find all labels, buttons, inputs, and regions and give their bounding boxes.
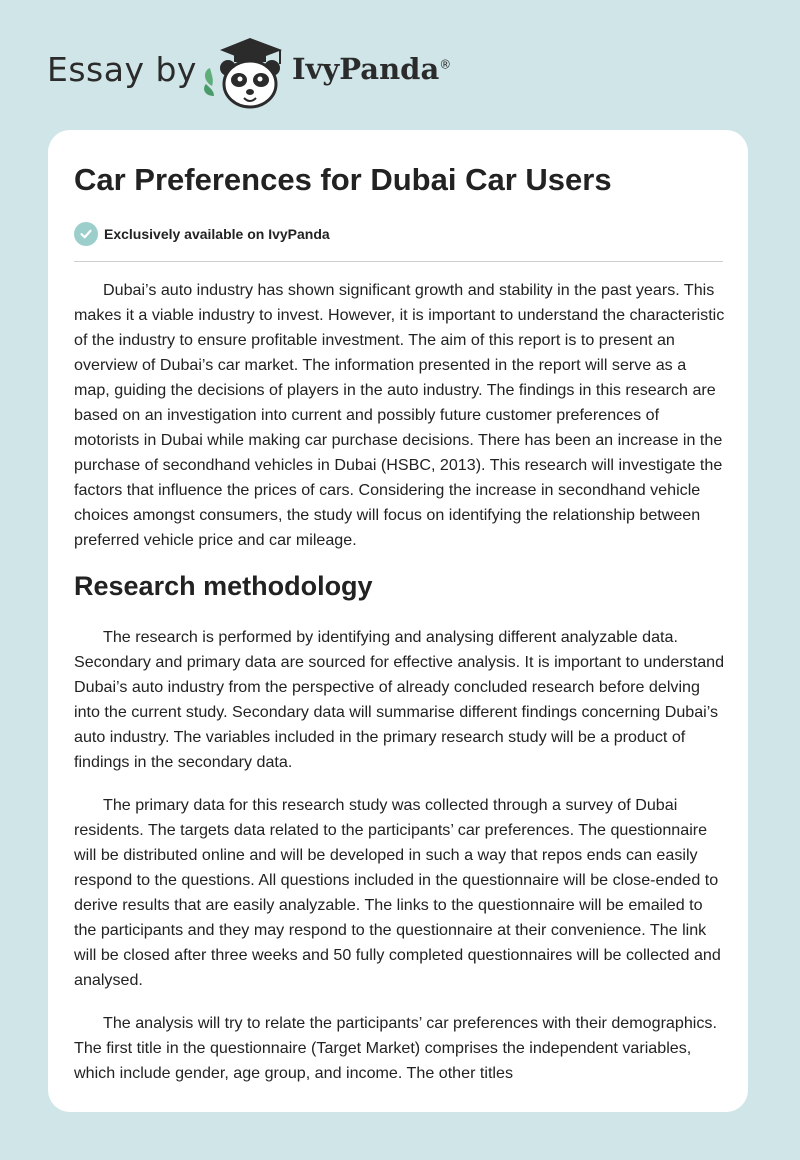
registered-mark: ® bbox=[439, 57, 452, 72]
badge-label: Exclusively available on IvyPanda bbox=[104, 226, 330, 242]
body-paragraph: The research is performed by identifying and analysing different analyzable data. Secondary and primary data are sourced for effective analysis. It is important to understand Dubai’s auto industry from the perspective of already concluded research before delving into the current study. Secondary data will summarise different findings concerning Dubai’s auto industry. The variables included in the primary research study will be a product of findings in the secondary data. bbox=[74, 628, 725, 771]
brand-name[interactable] bbox=[292, 52, 451, 86]
panda-logo-icon[interactable] bbox=[200, 34, 290, 110]
exclusive-badge bbox=[74, 221, 330, 247]
body-paragraph: The primary data for this research study was collected through a survey of Dubai residents. The targets data related to the participants’ car preferences. The questionnaire will be distributed online and will be developed in such a way that repos ends can easily respond to the questions. All questions included in the questionnaire will be close-ended to derive results that are easily analyzable. The links to the questionnaire will be emailed to the participants and they may respond to the questionnaire at their convenience. The link will be closed after three weeks and 50 fully completed questionnaires will be collected and analysed. bbox=[74, 796, 721, 989]
essay-card bbox=[48, 130, 748, 1112]
brand-prefix: Essay by bbox=[47, 50, 197, 89]
body-paragraph: The analysis will try to relate the participants’ car preferences with their demographics. The first title in the questionnaire (Target Market) comprises the independent variables, which include gender, age group, and income. The other titles bbox=[74, 1014, 717, 1082]
divider bbox=[74, 261, 723, 262]
section-heading: Research methodology bbox=[74, 571, 373, 601]
essay-body bbox=[74, 278, 726, 1104]
checkmark-icon bbox=[74, 222, 98, 246]
brand-name-text: IvyPanda bbox=[292, 52, 440, 86]
site-header bbox=[0, 0, 800, 130]
page-title: Car Preferences for Dubai Car Users bbox=[74, 162, 612, 197]
intro-paragraph: Dubai’s auto industry has shown significant growth and stability in the past years. This makes it a viable industry to invest. However, it is important to understand the characteristic of the industry to ensure profitable investment. The aim of this report is to present an overview of Dubai’s car market. The information presented in the report will serve as a map, guiding the decisions of players in the auto industry. The findings in this research are based on an investigation into current and possibly future customer preferences of motorists in Dubai while making car purchase decisions. There has been an increase in the purchase of secondhand vehicles in Dubai (HSBC, 2013). This research will investigate the factors that influence the prices of cars. Considering the increase in secondhand vehicle choices amongst consumers, the study will focus on identifying the relationship between preferred vehicle price and car mileage. bbox=[74, 281, 725, 549]
